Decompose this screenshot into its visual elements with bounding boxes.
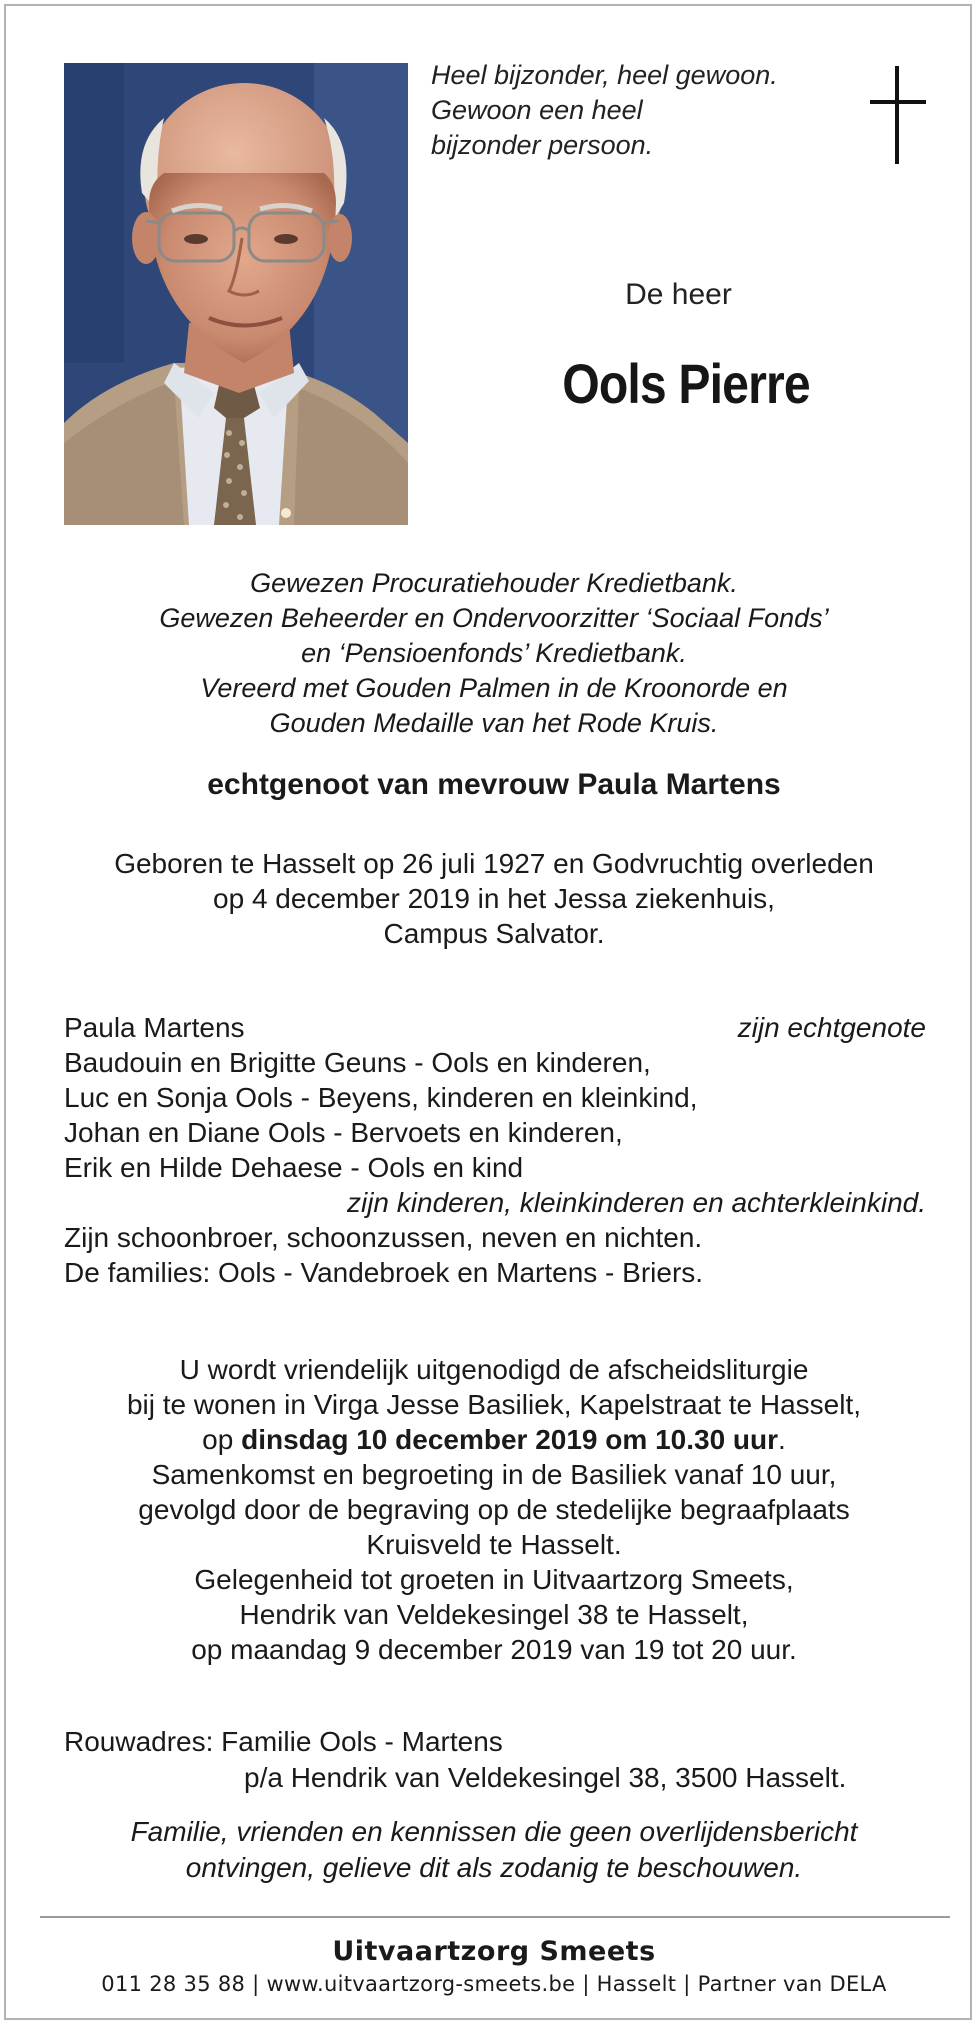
ceremony-date-line (46, 1422, 942, 1457)
quote-text (431, 58, 778, 163)
obituary-card (4, 4, 972, 2020)
family-child: Baudouin en Brigitte Geuns - Ools en kinderen, (64, 1047, 651, 1078)
honorific: De heer (625, 278, 732, 311)
ceremony-line: Hendrik van Veldekesingel 38 te Hasselt, (239, 1599, 749, 1630)
birth-line: op 4 december 2019 in het Jessa ziekenhuis, (213, 883, 775, 914)
birth-death-block (46, 846, 942, 951)
spouse-line: echtgenoot van mevrouw Paula Martens (207, 768, 781, 801)
family-children-role: zijn kinderen, kleinkinderen en achterkleinkind. (346, 1187, 926, 1218)
ceremony-line: U wordt vriendelijk uitgenodigd de afscheidsliturgie (179, 1354, 809, 1385)
ceremony-line: op maandag 9 december 2019 van 19 tot 20 uur. (191, 1634, 797, 1665)
family-other: Zijn schoonbroer, schoonzussen, neven en nichten. (64, 1222, 703, 1253)
family-child: Luc en Sonja Ools - Beyens, kinderen en kleinkind, (64, 1082, 698, 1113)
address-line: p/a Hendrik van Veldekesingel 38, 3500 Hasselt. (244, 1762, 847, 1793)
funeral-home-name: Uitvaartzorg Smeets (332, 1936, 656, 1967)
family-child: Johan en Diane Ools - Bervoets en kinderen, (64, 1117, 623, 1148)
notice-text (46, 1814, 942, 1886)
ceremony-line: Gelegenheid tot groeten in Uitvaartzorg Smeets, (194, 1564, 794, 1595)
career-block (46, 566, 942, 741)
deceased-name: Ools Pierre (562, 352, 810, 415)
quote-line: Heel bijzonder, heel gewoon. (431, 60, 778, 90)
ceremony-line: Samenkomst en begroeting in de Basiliek vanaf 10 uur, (151, 1459, 837, 1490)
cross-icon (870, 66, 926, 171)
notice-line: ontvingen, gelieve dit als zodanig te beschouwen. (185, 1852, 803, 1883)
family-spouse-name: Paula Martens (64, 1012, 245, 1043)
career-line: en ‘Pensioenfonds’ Kredietbank. (301, 638, 687, 668)
family-other: De families: Ools - Vandebroek en Martens - Briers. (64, 1257, 704, 1288)
family-list (64, 1010, 926, 1290)
ceremony-block (46, 1352, 942, 1667)
family-spouse-row (64, 1010, 926, 1045)
address-line: Rouwadres: Familie Ools - Martens (64, 1726, 503, 1757)
ceremony-line: bij te wonen in Virga Jesse Basiliek, Kapelstraat te Hasselt, (126, 1389, 862, 1420)
ceremony-date-suffix: . (778, 1424, 786, 1455)
career-line: Gouden Medaille van het Rode Kruis. (269, 708, 719, 738)
ceremony-line: Kruisveld te Hasselt. (366, 1529, 622, 1560)
mourning-address (64, 1724, 924, 1796)
notice-line: Familie, vrienden en kennissen die geen overlijdensbericht (130, 1816, 858, 1847)
birth-line: Geboren te Hasselt op 26 juli 1927 en Godvruchtig overleden (114, 848, 874, 879)
footer-divider (40, 1916, 950, 1918)
ceremony-date: dinsdag 10 december 2019 om 10.30 uur (241, 1424, 779, 1455)
birth-line: Campus Salvator. (383, 918, 605, 949)
career-line: Gewezen Procuratiehouder Kredietbank. (250, 568, 738, 598)
quote-line: bijzonder persoon. (431, 130, 654, 160)
career-line: Vereerd met Gouden Palmen in de Kroonorde en (200, 673, 788, 703)
ceremony-date-prefix: op (202, 1424, 242, 1455)
ceremony-line: gevolgd door de begraving op de stedelijke begraafplaats (138, 1494, 850, 1525)
portrait-photo (64, 63, 408, 525)
career-line: Gewezen Beheerder en Ondervoorzitter ‘Sociaal Fonds’ (159, 603, 829, 633)
family-child: Erik en Hilde Dehaese - Ools en kind (64, 1152, 524, 1183)
family-spouse-role: zijn echtgenote (737, 1012, 926, 1043)
quote-line: Gewoon een heel (431, 95, 643, 125)
funeral-home-contact: 011 28 35 88 | www.uitvaartzorg-smeets.be | Hasselt | Partner van DELA (101, 1972, 887, 1996)
